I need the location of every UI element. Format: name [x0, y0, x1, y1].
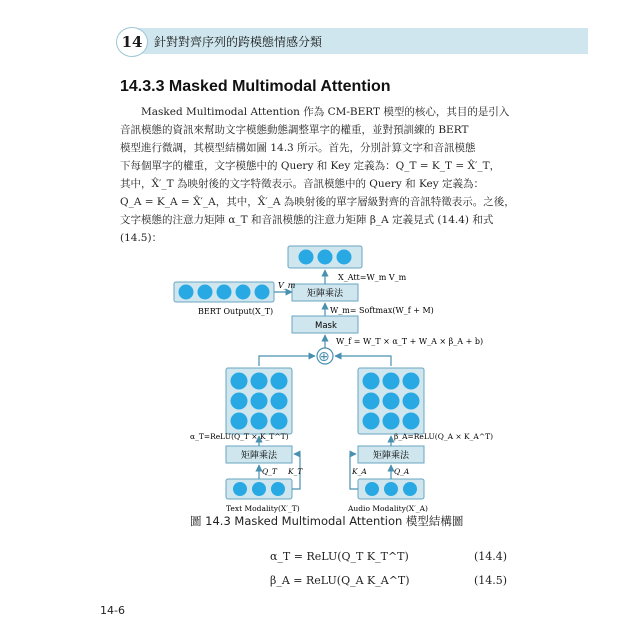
- beta-matrix-node: [363, 373, 380, 390]
- equation-beta: β_A = ReLU(Q_A K_A^T): [270, 574, 410, 587]
- paragraph-line: Q_A = K_A = X̂′_A，其中，X̂′_A 為映射後的單字層級對齊的音訊特徵表示。之後，: [120, 196, 515, 209]
- text-token-node: [233, 482, 247, 496]
- audio-token-node: [365, 482, 379, 496]
- equation-number: (14.4): [474, 550, 508, 563]
- wf-label: W_f = W_T × α_T + W_A × β_A + b): [336, 337, 484, 346]
- alpha-matrix-node: [271, 373, 288, 390]
- beta-matrix-node: [403, 393, 420, 410]
- audio-token-node: [384, 482, 398, 496]
- beta-matrix-node: [403, 373, 420, 390]
- ka-label: K_A: [352, 467, 367, 476]
- bert-token-node: [179, 285, 194, 300]
- output-token-node: [299, 250, 314, 265]
- left-branch-connector: [259, 356, 315, 366]
- beta-matrix-node: [383, 373, 400, 390]
- body-paragraph: [120, 103, 515, 247]
- equation-number: (14.5): [474, 574, 508, 587]
- output-token-node: [337, 250, 352, 265]
- beta-label: β_A=ReLU(Q_A × K_A^T): [394, 432, 494, 441]
- alpha-matrix-node: [231, 413, 248, 430]
- beta-matrix-node: [383, 413, 400, 430]
- chapter-number: 14: [116, 27, 148, 57]
- wm-label: W_m= Softmax(W_f + M): [330, 306, 434, 315]
- alpha-matrix-node: [251, 393, 268, 410]
- section-title: 14.3.3 Masked Multimodal Attention: [120, 78, 391, 95]
- beta-matrix-node: [383, 393, 400, 410]
- qa-label: Q_A: [394, 467, 410, 476]
- beta-matrix-node: [363, 413, 380, 430]
- beta-matrix-node: [403, 413, 420, 430]
- alpha-matrix-node: [271, 393, 288, 410]
- audio-token-node: [403, 482, 417, 496]
- plus-symbol: ⊕: [318, 349, 330, 365]
- text-token-node: [271, 482, 285, 496]
- figure-caption: 圖 14.3 Masked Multimodal Attention 模型結構圖: [190, 514, 464, 528]
- paragraph-line: 下每個單字的權重，文字模態中的 Query 和 Key 定義為：Q_T = K_T = X̂′_T，: [120, 160, 501, 173]
- chapter-title: 針對對齊序列的跨模態情感分類: [154, 35, 323, 49]
- vm-label: V_m: [278, 281, 296, 290]
- paragraph-line: (14.5)：: [120, 232, 163, 245]
- paragraph-line: Masked Multimodal Attention 作為 CM-BERT 模型的核心，其目的是引入: [141, 106, 510, 118]
- alpha-matrix-node: [251, 413, 268, 430]
- paragraph-line: 其中，X̂′_T 為映射後的文字特徵表示。音訊模態中的 Query 和 Key 定義為：: [120, 178, 485, 191]
- kt-label: K_T: [288, 467, 303, 476]
- paragraph-line: 模型進行微調，其模型結構如圖 14.3 所示。首先，分別計算文字和音訊模態: [120, 142, 476, 155]
- bert-output-label: BERT Output(X_T): [198, 307, 274, 316]
- top-output-label: X_Att=W_m V_m: [338, 273, 407, 282]
- alpha-matrix-node: [271, 413, 288, 430]
- paragraph-line: 文字模態的注意力矩陣 α_T 和音訊模態的注意力矩陣 β_A 定義見式 (14.4) 和式: [120, 214, 494, 227]
- bert-token-node: [236, 285, 251, 300]
- right-matmul-label: 矩陣乘法: [373, 451, 410, 461]
- right-branch-connector: [335, 356, 391, 366]
- equation-alpha: α_T = ReLU(Q_T K_T^T): [270, 550, 409, 563]
- top-matmul-label: 矩陣乘法: [307, 289, 344, 299]
- text-modality-label: Text Modality(X′_T): [226, 504, 300, 513]
- page-number: 14-6: [100, 604, 125, 617]
- bert-token-node: [255, 285, 270, 300]
- beta-matrix-node: [363, 393, 380, 410]
- bert-token-node: [198, 285, 213, 300]
- alpha-matrix-node: [231, 373, 248, 390]
- qt-label: Q_T: [262, 467, 277, 476]
- alpha-label: α_T=ReLU(Q_T × K_T^T): [190, 432, 289, 441]
- alpha-matrix-node: [251, 373, 268, 390]
- paragraph-line: 音訊模態的資訊來幫助文字模態動態調整單字的權重，並對預訓練的 BERT: [120, 124, 469, 137]
- mask-label: Mask: [315, 321, 337, 331]
- alpha-matrix-node: [231, 393, 248, 410]
- audio-modality-label: Audio Modality(X′_A): [348, 504, 428, 513]
- masked-attention-diagram: [160, 240, 520, 525]
- left-matmul-label: 矩陣乘法: [241, 451, 278, 461]
- text-token-node: [252, 482, 266, 496]
- bert-token-node: [217, 285, 232, 300]
- output-token-node: [318, 250, 333, 265]
